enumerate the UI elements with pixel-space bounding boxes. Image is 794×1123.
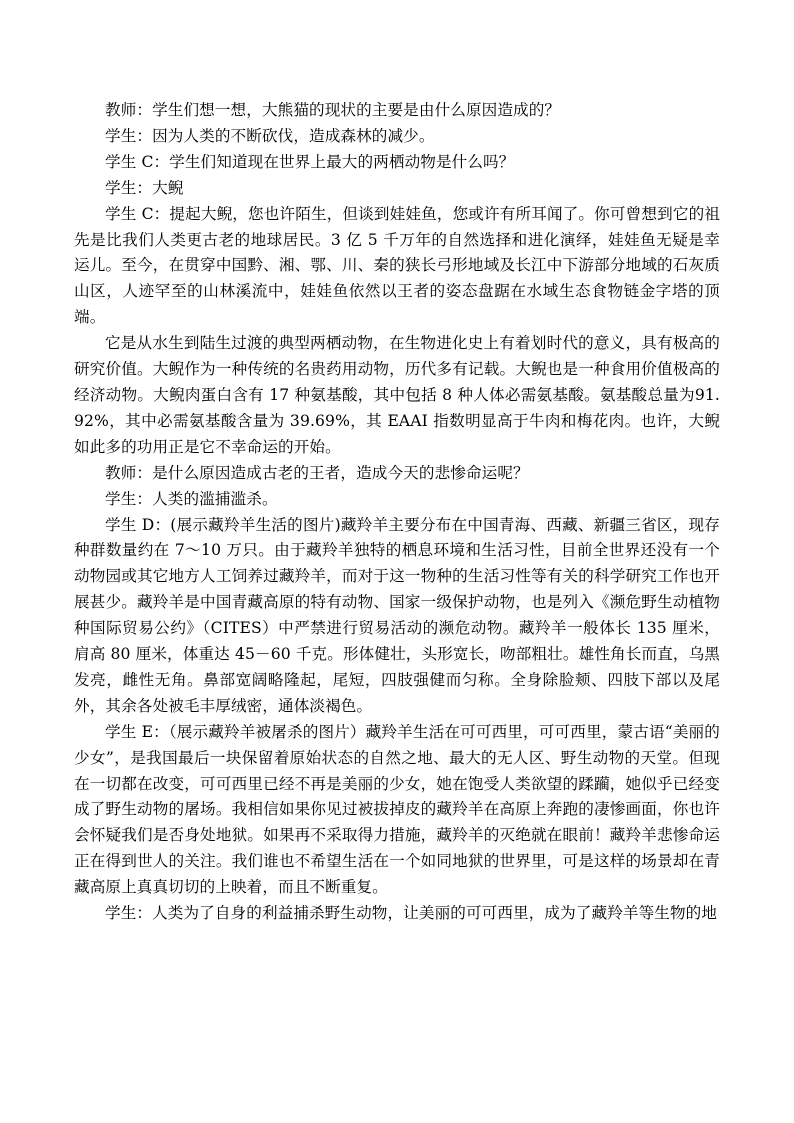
paragraph-student-c-question: 学生 C：学生们知道现在世界上最大的两栖动物是什么吗？ bbox=[105, 152, 515, 171]
paragraph-student-answer-deforestation: 学生：因为人类的不断砍伐，造成森林的减少。 bbox=[105, 126, 435, 145]
paragraph-teacher-question-fate: 教师：是什么原因造成古老的王者，造成今天的悲惨命运呢？ bbox=[105, 463, 529, 482]
paragraph-student-answer-overhunting: 学生：人类的滥捕滥杀。 bbox=[105, 489, 278, 508]
paragraph-salamander-value: 它是从水生到陆生过渡的典型两栖动物，在生物进化史上有着划时代的意义，具有极高的研究价值。大鲵作为一种传统的名贵药用动物，历代多有记载。大鲵也是一种食用价值极高的经济动物。大鲵肉蛋白含有 17 种氨基酸，其中包括 8 种人体必需氨基酸。氨基酸总量为91.92%，其中必需氨基酸含量为 39.69%，其 EAAI 指数明显高于牛肉和梅花肉。也许，大鲵如此多的功用正是它不幸命运的开始。 bbox=[74, 334, 720, 456]
document-body bbox=[74, 98, 720, 927]
paragraph-student-conclusion: 学生：人类为了自身的利益捕杀野生动物，让美丽的可可西里，成为了藏羚羊等生物的地 bbox=[105, 904, 718, 923]
paragraph-student-answer-giant-salamander: 学生：大鲵 bbox=[105, 178, 184, 197]
paragraph-student-d-tibetan-antelope: 学生 D：(展示藏羚羊生活的图片)藏羚羊主要分布在中国青海、西藏、新疆三省区，现存种群数量约在 7～10 万只。由于藏羚羊独特的栖息环境和生活习性，目前全世界还没有一个动物园或其它地方人工饲养过藏羚羊，而对于这一物种的生活习性等有关的科学研究工作也开展甚少。藏羚羊是中国青藏高原的特有动物、国家一级保护动物，也是列入《濒危野生动植物种国际贸易公约》（CITES）中严禁进行贸易活动的濒危动物。藏羚羊一般体长 135 厘米，肩高 80 厘米，体重达 45－60 千克。形体健壮，头形宽长，吻部粗壮。雄性角长而直，乌黑发亮，雌性无角。鼻部宽阔略隆起，尾短，四肢强健而匀称。全身除脸颊、四肢下部以及尾外，其余各处被毛丰厚绒密，通体淡褐色。 bbox=[74, 515, 720, 715]
paragraph-teacher-question-panda: 教师：学生们想一想，大熊猫的现状的主要是由什么原因造成的？ bbox=[105, 101, 561, 119]
paragraph-student-c-salamander-intro: 学生 C：提起大鲵，您也许陌生，但谈到娃娃鱼，您或许有所耳闻了。你可曾想到它的祖先是比我们人类更古老的地球居民。3 亿 5 千万年的自然选择和进化演绎，娃娃鱼无疑是幸运儿。至今，在贯穿中国黔、湘、鄂、川、秦的狭长弓形地域及长江中下游部分地域的石灰质山区，人迹罕至的山林溪流中，娃娃鱼依然以王者的姿态盘踞在水域生态食物链金字塔的顶端。 bbox=[74, 204, 720, 327]
paragraph-student-e-hoh-xil: 学生 E：（展示藏羚羊被屠杀的图片）藏羚羊生活在可可西里，可可西里，蒙古语“美丽的少女”，是我国最后一块保留着原始状态的自然之地、最大的无人区、野生动物的天堂。但现在一切都在改变，可可西里已经不再是美丽的少女，她在饱受人类欲望的蹂躏，她似乎已经变成了野生动物的屠场。我相信如果你见过被拔掉皮的藏羚羊在高原上奔跑的凄惨画面，你也许会怀疑我们是否身处地狱。如果再不采取得力措施，藏羚羊的灭绝就在眼前！藏羚羊悲惨命运正在得到世人的关注。我们谁也不希望生活在一个如同地狱的世界里，可是这样的场景却在青藏高原上真真切切的上映着，而且不断重复。 bbox=[74, 722, 720, 897]
